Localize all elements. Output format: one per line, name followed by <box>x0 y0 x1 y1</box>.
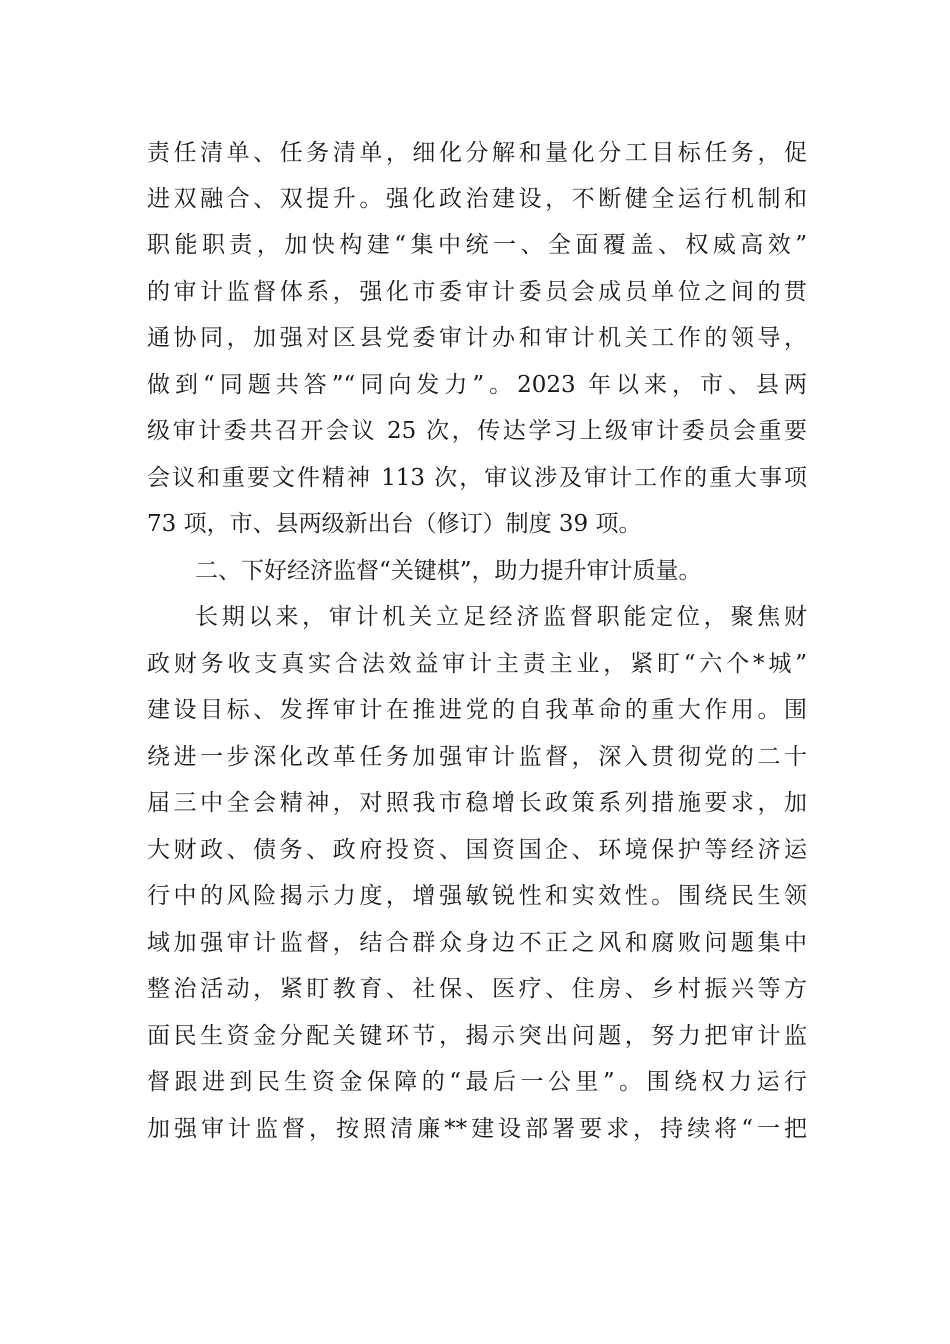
section-heading: 二、下好经济监督“关键棋”，助力提升审计质量。 <box>195 558 702 584</box>
paragraph-2-line-5: 届三中全会精神，对照我市稳增长政策系列措施要求，加 <box>147 790 807 816</box>
paragraph-1-line-6: 做到“同题共答”“同向发力”。2023 年以来，市、县两 <box>147 372 807 398</box>
paragraph-2-line-7: 行中的风险揭示力度，增强敏锐性和实效性。围绕民生领 <box>147 883 807 909</box>
paragraph-2-line-6: 大财政、债务、政府投资、国资国企、环境保护等经济运 <box>147 837 807 863</box>
paragraph-2-line-10: 面民生资金分配关键环节，揭示突出问题，努力把审计监 <box>147 1023 807 1049</box>
paragraph-2-line-11: 督跟进到民生资金保障的“最后一公里”。围绕权力运行 <box>147 1069 807 1095</box>
paragraph-1-line-1: 责任清单、任务清单，细化分解和量化分工目标任务，促 <box>147 140 807 166</box>
paragraph-1-line-4: 的审计监督体系，强化市委审计委员会成员单位之间的贯 <box>147 279 807 305</box>
paragraph-2-line-2: 政财务收支真实合法效益审计主责主业，紧盯“六个*城” <box>147 651 807 677</box>
paragraph-1-line-8: 会议和重要文件精神 113 次，审议涉及审计工作的重大事项 <box>147 465 807 491</box>
paragraph-2-line-1: 长期以来，审计机关立足经济监督职能定位，聚焦财 <box>195 604 807 630</box>
paragraph-2-line-9: 整治活动，紧盯教育、社保、医疗、住房、乡村振兴等方 <box>147 976 807 1002</box>
paragraph-2-line-8: 域加强审计监督，结合群众身边不正之风和腐败问题集中 <box>147 930 807 956</box>
paragraph-1-line-3: 职能职责，加快构建“集中统一、全面覆盖、权威高效” <box>147 232 807 258</box>
paragraph-2-line-12: 加强审计监督，按照清廉**建设部署要求，持续将“一把 <box>147 1116 807 1142</box>
paragraph-2-line-4: 绕进一步深化改革任务加强审计监督，深入贯彻党的二十 <box>147 744 807 770</box>
paragraph-1-line-5: 通协同，加强对区县党委审计办和审计机关工作的领导， <box>147 325 807 351</box>
paragraph-2-line-3: 建设目标、发挥审计在推进党的自我革命的重大作用。围 <box>147 697 807 723</box>
paragraph-1-line-9: 73 项，市、县两级新出台（修订）制度 39 项。 <box>147 511 642 537</box>
paragraph-1-line-7: 级审计委共召开会议 25 次，传达学习上级审计委员会重要 <box>147 418 807 444</box>
paragraph-1-line-2: 进双融合、双提升。强化政治建设，不断健全运行机制和 <box>147 186 807 212</box>
